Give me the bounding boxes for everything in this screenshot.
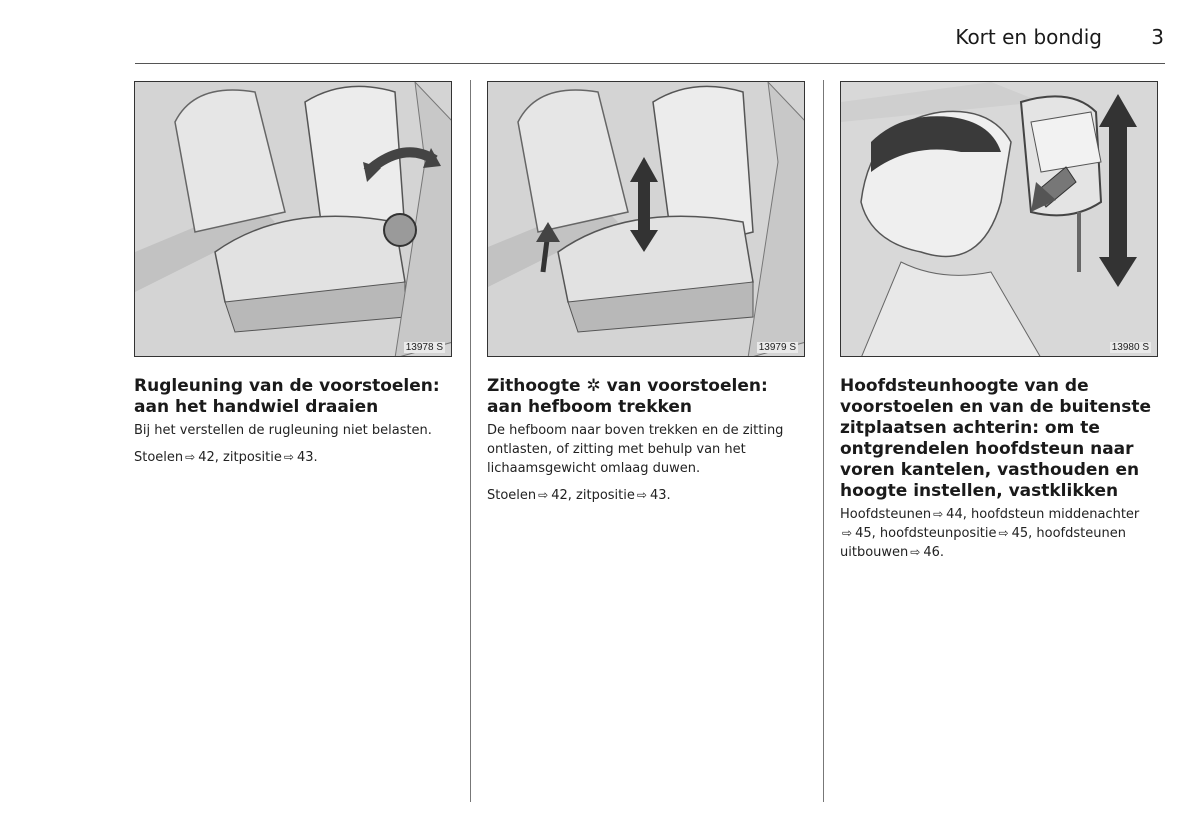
header-rule: [135, 63, 1165, 64]
ref-link-zitpositie[interactable]: zitpositie ⇨ 43.: [223, 450, 318, 465]
head-restraint-illustration: [841, 82, 1158, 357]
ref-link-stoelen[interactable]: Stoelen ⇨ 42,: [134, 450, 219, 465]
ref-link-hoofdsteunpositie[interactable]: hoofdsteunpositie ⇨ 45,: [879, 526, 1033, 541]
section-body: Bij het verstellen de rugleuning niet belasten.: [134, 423, 432, 438]
heading-line: aan het handwiel draaien: [134, 397, 379, 417]
page-ref-arrow-icon: ⇨: [636, 488, 647, 502]
seat-illustration: [135, 82, 452, 357]
ref-link-stoelen[interactable]: Stoelen ⇨ 42,: [487, 488, 572, 503]
page-ref-arrow-icon: ⇨: [538, 488, 549, 502]
figure-code: 13978 S: [405, 342, 443, 353]
ref-link-hoofdsteunen-uitbouwen[interactable]: hoofdsteunen uitbouwen ⇨ 46.: [840, 526, 1126, 560]
heading-line: voorstoelen en van de buitenste: [840, 397, 1152, 417]
column-seat-height: [487, 376, 799, 505]
page-header-title: Kort en bondig: [955, 25, 1102, 49]
figure-code: 13979 S: [758, 342, 796, 353]
ref-link-hoofdsteunen[interactable]: Hoofdsteunen ⇨ 44,: [840, 507, 967, 522]
cross-references: [840, 505, 1152, 562]
ref-link-hoofdsteun-middenachter[interactable]: hoofdsteun middenachter⇨ 45,: [842, 507, 1140, 541]
figure-backrest-handwheel: [134, 81, 452, 357]
heading-line: zitplaatsen achterin: om te: [840, 418, 1100, 438]
page-ref-arrow-icon: ⇨: [842, 526, 853, 540]
figure-head-restraint: [840, 81, 1158, 357]
section-heading: [840, 376, 1152, 502]
heading-line: voren kantelen, vasthouden en: [840, 460, 1140, 480]
column-divider-1: [470, 80, 471, 802]
heading-line: Hoofdsteunhoogte van de: [840, 376, 1089, 396]
seat-illustration: [488, 82, 805, 357]
heading-line: Zithoogte ✲ van voorstoelen:: [487, 376, 768, 396]
ref-link-zitpositie[interactable]: zitpositie ⇨ 43.: [576, 488, 671, 503]
page-ref-arrow-icon: ⇨: [998, 526, 1009, 540]
page-ref-arrow-icon: ⇨: [185, 450, 196, 464]
cross-references: [134, 448, 446, 467]
page-ref-arrow-icon: ⇨: [910, 545, 921, 559]
section-body: De hefboom naar boven trekken en de zitting ontlasten, of zitting met behulp van het lichaamsgewicht omlaag duwen.: [487, 423, 784, 476]
column-backrest: [134, 376, 446, 467]
heading-line: Rugleuning van de voorstoelen:: [134, 376, 440, 396]
column-divider-2: [823, 80, 824, 802]
heading-line: aan hefboom trekken: [487, 397, 692, 417]
figure-code: 13980 S: [1111, 342, 1149, 353]
page-ref-arrow-icon: ⇨: [283, 450, 294, 464]
figure-seat-height-lever: [487, 81, 805, 357]
cross-references: [487, 486, 799, 505]
heading-line: ontgrendelen hoofdsteun naar: [840, 439, 1134, 459]
section-heading: [134, 376, 446, 418]
section-heading: [487, 376, 799, 418]
column-head-restraint: [840, 376, 1152, 562]
page-ref-arrow-icon: ⇨: [933, 507, 944, 521]
page-number: 3: [1151, 25, 1164, 49]
heading-line: hoogte instellen, vastklikken: [840, 481, 1119, 501]
